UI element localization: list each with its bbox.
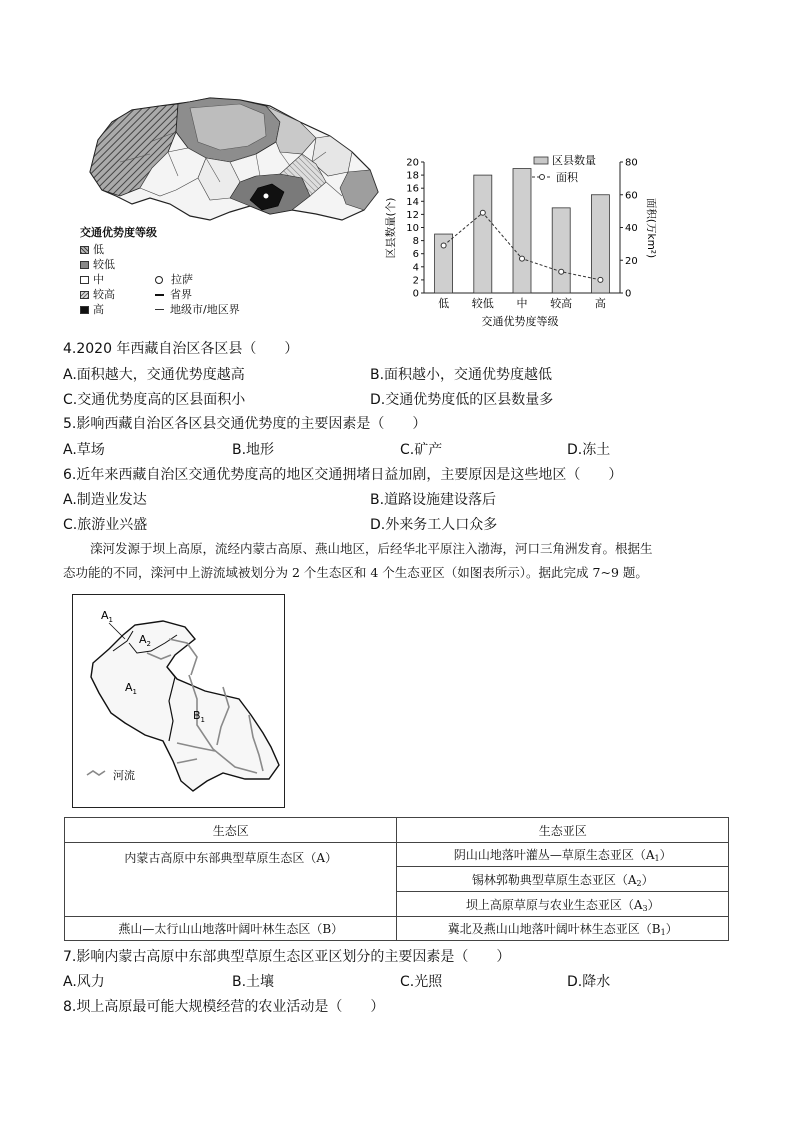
y-axis-title: 区县数量(个)	[385, 197, 397, 259]
y-tick-label: 0	[412, 288, 419, 300]
y2-tick-label: 60	[625, 190, 638, 202]
luan-river-map	[72, 594, 285, 808]
legend-item-lower: 较低	[80, 258, 115, 271]
x-tick-label: 高	[594, 297, 606, 310]
q5-option-b[interactable]: B.地形	[232, 442, 275, 458]
y-tick-label: 8	[412, 236, 419, 248]
area-point-2	[520, 256, 525, 261]
eco-table-wrap	[64, 817, 729, 941]
x-axis-title: 交通优势度等级	[481, 315, 559, 328]
area-point-1	[480, 210, 485, 215]
eco-subregion-a2: 锡林郭勒典型草原生态亚区$(A_2)$	[397, 867, 729, 892]
y-tick-label: 6	[412, 249, 419, 261]
q7-option-b[interactable]: B.土壤	[232, 974, 275, 990]
q4-option-c[interactable]: C.交通优势度高的区县面积小	[63, 392, 246, 408]
area-point-3	[559, 269, 564, 274]
swatch-low	[80, 246, 89, 254]
eco-subregion-b1: 冀北及燕山山地落叶阔叶林生态亚区$(B_1)$	[397, 917, 729, 941]
y2-axis-title: 面积(万km²)	[645, 197, 657, 259]
label-a1-top: $A_1$	[101, 609, 113, 624]
y-tick-label: 16	[406, 183, 419, 195]
label-a2: $A_2$	[139, 633, 151, 648]
q4-option-d[interactable]: D.交通优势度低的区县数量多	[370, 392, 554, 408]
legend-item-higher: 较高	[80, 288, 115, 301]
area-point-0	[441, 243, 446, 248]
y2-tick-label: 20	[625, 255, 638, 267]
legend-province-border: 省界	[155, 288, 192, 301]
q6-option-a[interactable]: A.制造业发达	[63, 492, 147, 508]
eco-subregion-a1: 阴山山地落叶灌丛—草原生态亚区$(A_1)$	[397, 843, 729, 867]
legend-prefecture-border: 地级市/地区界	[155, 303, 240, 316]
eco-header-region: 生态区	[65, 818, 397, 843]
y-tick-label: 4	[412, 262, 419, 274]
y2-tick-label: 40	[625, 223, 638, 234]
eco-region-b: 燕山—太行山山地落叶阔叶林生态区（B）	[65, 917, 397, 941]
q4-stem: 4.2020 年西藏自治区各区县（ ）	[63, 341, 299, 357]
swatch-medium	[80, 276, 89, 284]
thick-line-icon	[155, 294, 164, 296]
y2-tick-label: 0	[625, 288, 632, 300]
y2-tick-label: 80	[625, 157, 638, 169]
x-tick-label: 较低	[471, 297, 494, 310]
lhasa-circle-icon	[155, 276, 163, 284]
tibet-legend	[80, 226, 280, 321]
q6-option-d[interactable]: D.外来务工人口众多	[370, 517, 498, 533]
q7-option-a[interactable]: A.风力	[63, 974, 105, 990]
passage-line-1: 滦河发源于坝上高原，流经内蒙古高原、燕山地区，后经华北平原注入渤海，河口三角洲发育。根据生	[90, 541, 653, 556]
q5-stem: 5.影响西藏自治区各区县交通优势度的主要因素是（ ）	[63, 416, 427, 432]
chart	[382, 150, 664, 330]
q7-stem: 7.影响内蒙古高原中东部典型草原生态区亚区划分的主要因素是（ ）	[63, 949, 511, 965]
q4-option-b[interactable]: B.面积越小，交通优势度越低	[370, 367, 553, 383]
y-tick-label: 14	[406, 196, 419, 208]
legend-item-high: 高	[80, 303, 104, 316]
y-tick-label: 18	[406, 170, 419, 182]
eco-region-a: 内蒙古高原中东部典型草原生态区（A）	[65, 843, 397, 917]
eco-header-subregion: 生态亚区	[397, 818, 729, 843]
legend-item-medium: 中	[80, 273, 104, 286]
passage-line-2: 态功能的不同，滦河中上游流域被划分为 2 个生态区和 4 个生态亚区（如图表所示）。据此完成 7~9 题。	[63, 565, 648, 580]
q6-stem: 6.近年来西藏自治区交通优势度高的地区交通拥堵日益加剧，主要原因是这些地区（ ）	[63, 467, 623, 483]
q4-option-a[interactable]: A.面积越大，交通优势度越高	[63, 367, 245, 383]
tibet-map	[80, 92, 380, 227]
x-tick-label: 低	[438, 297, 450, 310]
y-tick-label: 12	[406, 209, 419, 221]
eco-table	[64, 817, 729, 941]
bar-2	[513, 169, 531, 293]
q5-option-d[interactable]: D.冻土	[567, 442, 611, 458]
lhasa-marker	[264, 194, 268, 198]
q7-option-c[interactable]: C.光照	[400, 974, 443, 990]
x-tick-label: 较高	[550, 297, 573, 310]
q8-stem: 8.坝上高原最可能大规模经营的农业活动是（ ）	[63, 999, 385, 1015]
legend-line-label: 面积	[556, 171, 578, 184]
thin-line-icon	[155, 309, 164, 310]
swatch-lower	[80, 261, 89, 269]
y-tick-label: 10	[406, 223, 419, 234]
legend-item-low: 低	[80, 243, 104, 256]
legend-title: 交通优势度等级	[80, 226, 157, 239]
swatch-higher	[80, 291, 89, 299]
label-a1-mid: $A_1$	[125, 681, 137, 696]
legend-lhasa: 拉萨	[155, 273, 193, 286]
x-tick-label: 中	[516, 297, 528, 310]
river-legend-icon	[87, 771, 105, 775]
y-tick-label: 2	[412, 275, 419, 287]
bar-3	[552, 208, 570, 293]
legend-bar-swatch	[534, 157, 548, 164]
q5-option-a[interactable]: A.草场	[63, 442, 105, 458]
river-legend-label: 河流	[113, 769, 135, 782]
q6-option-b[interactable]: B.道路设施建设落后	[370, 492, 497, 508]
q7-option-d[interactable]: D.降水	[567, 974, 611, 990]
y-tick-label: 20	[406, 157, 419, 169]
label-b1: $B_1$	[193, 709, 206, 724]
swatch-high	[80, 306, 89, 314]
eco-subregion-a3: 坝上高原草原与农业生态亚区$(A_3)$	[397, 892, 729, 917]
area-point-4	[598, 277, 603, 282]
bar-1	[474, 175, 492, 293]
q5-option-c[interactable]: C.矿产	[400, 442, 443, 458]
legend-bar-label: 区县数量	[552, 154, 596, 167]
q6-option-c[interactable]: C.旅游业兴盛	[63, 517, 148, 533]
